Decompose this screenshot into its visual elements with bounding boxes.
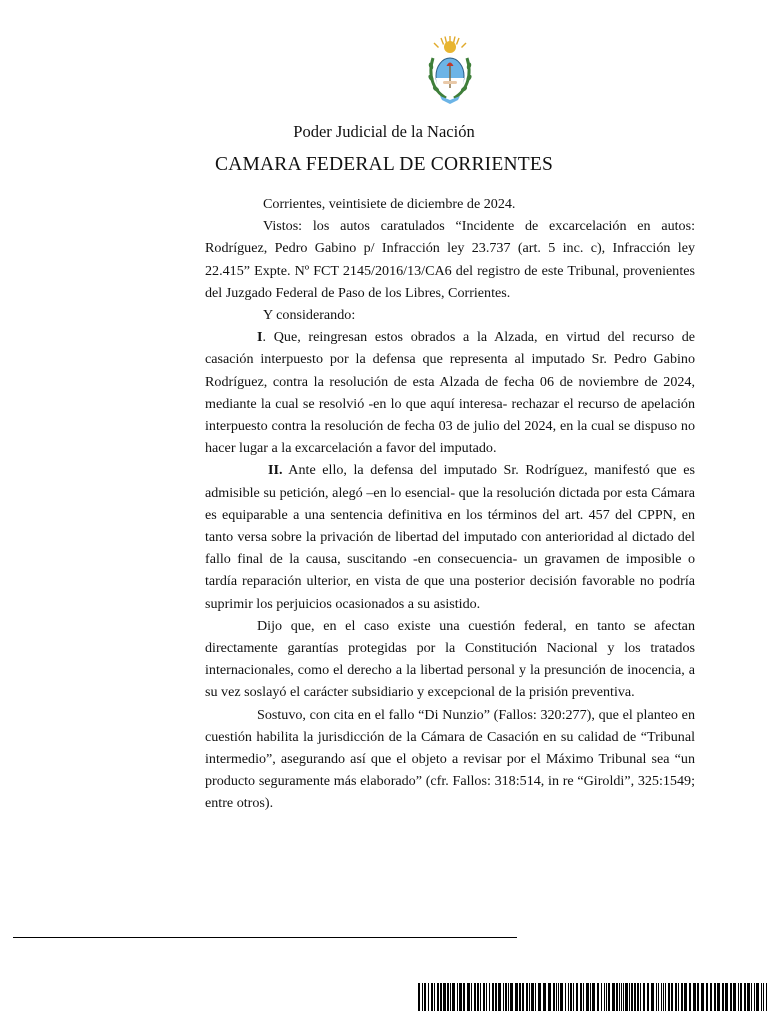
section-1-number: I [257,329,263,346]
section-2-text: Ante ello, la defensa del imputado Sr. Rodríguez, manifestó que es admisible su petición, alegó –en lo esencial- que la resolución dictada por esta Cámara es equiparable a una sentencia definitiva en los términos del art. 457 del CPPN, en tanto versa sobre la privación de libertad del imputado con anterioridad al dictado del fallo final de la causa, suscitando -en consecuencia- un gravamen de imposible o tardía reparación ulterior, en vista de que una posterior decisión favorable no podría suprimir los perjuicios ocasionados a su asistido. [205,462,695,612]
section-1-text: . Que, reingresan estos obrados a la Alzada, en virtud del recurso de casación interpuesto por la defensa que representa al imputado Sr. Pedro Gabino Rodríguez, contra la resolución de esta Alzada de fecha 06 de noviembre de 2024, mediante la cual se resolvió -en lo que aquí interesa- rechazar el recurso de apelación interpuesto contra la resolución de fecha 03 de julio del 2024, en la cual se dispuso no hacer lugar a la excarcelación a favor del imputado. [205,329,695,457]
date-line: Corrientes, veintisiete de diciembre de 2024. [263,196,516,212]
section-2-number: II. [268,462,283,479]
section-2-paragraph [205,459,695,614]
dijo-paragraph: Dijo que, en el caso existe una cuestión federal, en tanto se afectan directamente garantías protegidas por la Constitución Nacional y los tratados internacionales, como el derecho a la libertad personal y la presunción de inocencia, a su vez soslayó el carácter subsidiario y excepcional de la prisión preventiva. [205,617,695,701]
considerando-line: Y considerando: [263,307,356,324]
sostuvo-paragraph: Sostuvo, con cita en el fallo “Di Nunzio” (Fallos: 320:277), que el planteo en cuestión habilita la jurisdicción de la Cámara de Casación en su calidad de “Tribunal intermedio”, asegurando así que el objeto a revisar por el Máximo Tribunal sea “un producto seguramente más elaborado” (cfr. Fallos: 318:514, in re “Giroldi”, 325:1549; entre otros). [205,706,695,812]
section-1-paragraph [205,326,695,459]
argentina-coat-of-arms-icon [424,34,476,106]
resolution-body [205,193,695,815]
footer-divider [13,937,517,938]
barcode-icon [418,983,768,1011]
vistos-paragraph: Vistos: los autos caratulados “Incidente de excarcelación en autos: Rodríguez, Pedro Gabino p/ Infracción ley 23.737 (art. 5 inc. c), Infracción ley 22.415” Expte. Nº FCT 2145/2016/13/CA6 del registro de este Tribunal, provenientes del Juzgado Federal de Paso de los Libres, Corrientes. [205,218,695,301]
court-title: Poder Judicial de la Nación [293,122,475,141]
court-name-heading: CAMARA FEDERAL DE CORRIENTES [214,154,554,175]
